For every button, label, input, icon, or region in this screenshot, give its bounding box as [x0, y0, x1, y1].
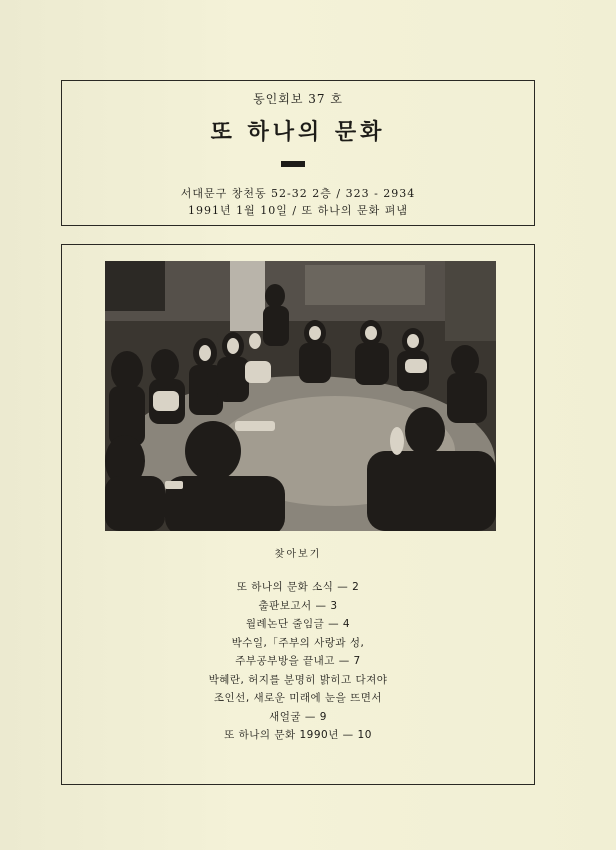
toc-item: 박혜란, 허지를 분명히 밝히고 다져야 — [208, 673, 388, 686]
newsletter-title: 또 하나의 문화 — [210, 120, 386, 145]
toc-item: 또 하나의 문화 소식 — 2 — [236, 581, 360, 593]
toc-item: 박수일,「주부의 사랑과 성, — [231, 636, 365, 649]
masthead — [61, 80, 535, 226]
toc-item: 월례논단 줄임글 — 4 — [245, 618, 351, 630]
group-photo — [105, 261, 496, 531]
table-of-contents — [62, 578, 534, 745]
publisher-address: 서대문구 창천동 52-32 2층 / 323 - 2934 — [180, 187, 416, 200]
toc-item: 출판보고서 — 3 — [258, 599, 338, 612]
issue-number: 동인회보 37 호 — [253, 92, 343, 106]
toc-item: 조인선, 새로운 미래에 눈을 뜨면서 — [213, 692, 383, 704]
group-gathering-photo-icon — [105, 261, 496, 531]
toc-item: 또 하나의 문화 1990년 — 10 — [224, 729, 372, 741]
contents-panel — [61, 244, 535, 785]
title-underline-bar — [281, 161, 305, 167]
toc-heading: 찾아보기 — [274, 549, 322, 560]
toc-item: 새얼굴 — 9 — [269, 710, 327, 723]
toc-item: 주부공부방을 끝내고 — 7 — [235, 655, 361, 667]
publication-date: 1991년 1월 10일 / 또 하나의 문화 펴냄 — [187, 204, 409, 217]
